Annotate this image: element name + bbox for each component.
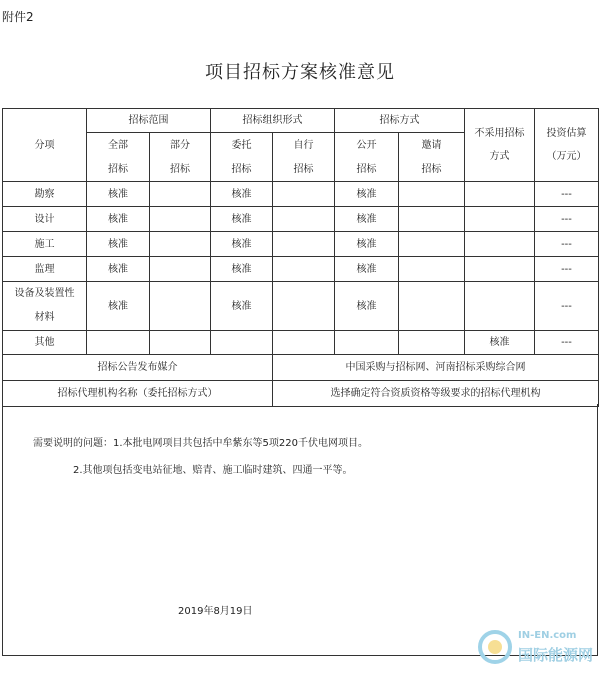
cell-part (150, 282, 211, 331)
cell-all: 核准 (87, 282, 150, 331)
media-row (3, 355, 599, 381)
sun-logo-icon (478, 630, 512, 664)
media-label: 招标公告发布媒介 (3, 355, 273, 381)
header-scope-part-l1: 部分 (170, 139, 190, 151)
cell-nobid: 核准 (465, 331, 535, 355)
page-title: 项目招标方案核准意见 (205, 62, 395, 83)
cell-nobid (465, 182, 535, 207)
header-method-open (335, 133, 399, 182)
row-name: 设计 (3, 207, 87, 232)
cell-open: 核准 (335, 232, 399, 257)
cell-open: 核准 (335, 282, 399, 331)
cell-part (150, 207, 211, 232)
cell-estimate: --- (535, 232, 599, 257)
header-estimate (535, 109, 599, 182)
header-org-self-l2: 招标 (293, 163, 314, 175)
header-no-bid-line1: 不采用招标 (474, 128, 525, 139)
media-value: 中国采购与招标网、河南招标采购综合网 (273, 355, 599, 381)
header-method-open-l1: 公开 (356, 139, 377, 151)
header-method-invite (399, 133, 465, 182)
attachment-label: 附件2 (2, 10, 34, 24)
cell-invite (399, 282, 465, 331)
cell-open (335, 331, 399, 355)
cell-invite (399, 257, 465, 282)
table-row (3, 182, 599, 207)
header-org-entrust (211, 133, 273, 182)
note-line-1: 需要说明的问题：1.本批电网项目共包括中牟紫东等5项220千伏电网项目。 (33, 438, 368, 449)
cell-nobid (465, 282, 535, 331)
cell-nobid (465, 257, 535, 282)
cell-entrust: 核准 (211, 182, 273, 207)
agency-row (3, 381, 599, 407)
cell-self (273, 282, 335, 331)
cell-entrust: 核准 (211, 257, 273, 282)
cell-estimate: --- (535, 331, 599, 355)
header-no-bid-line2: 方式 (489, 151, 510, 162)
row-name: 监理 (3, 257, 87, 282)
cell-estimate: --- (535, 282, 599, 331)
cell-open: 核准 (335, 257, 399, 282)
cell-part (150, 257, 211, 282)
cell-entrust (211, 331, 273, 355)
row-name: 勘察 (3, 182, 87, 207)
cell-invite (399, 232, 465, 257)
header-category: 分项 (3, 109, 87, 182)
cell-all: 核准 (87, 257, 150, 282)
row-name: 施工 (3, 232, 87, 257)
watermark-bottom-text: 国际能源网 (518, 646, 594, 664)
cell-self (273, 207, 335, 232)
table-row (3, 282, 599, 331)
header-scope: 招标范围 (87, 109, 211, 133)
header-row-1 (3, 109, 599, 133)
cell-invite (399, 331, 465, 355)
cell-estimate: --- (535, 207, 599, 232)
header-no-bid (465, 109, 535, 182)
header-estimate-line2: （万元） (546, 151, 587, 162)
cell-open: 核准 (335, 207, 399, 232)
cell-invite (399, 207, 465, 232)
table-row (3, 232, 599, 257)
agency-value: 选择确定符合资质资格等级要求的招标代理机构 (273, 381, 599, 407)
approval-table (2, 108, 599, 407)
cell-all (87, 331, 150, 355)
cell-estimate: --- (535, 257, 599, 282)
cell-nobid (465, 207, 535, 232)
header-method-invite-l1: 邀请 (421, 139, 442, 151)
header-method-invite-l2: 招标 (421, 163, 442, 175)
watermark-logo (474, 624, 594, 670)
cell-estimate: --- (535, 182, 599, 207)
row-name: 其他 (3, 331, 87, 355)
header-org-entrust-l2: 招标 (231, 163, 252, 175)
cell-entrust: 核准 (211, 207, 273, 232)
cell-open: 核准 (335, 182, 399, 207)
header-method-open-l2: 招标 (356, 163, 377, 175)
header-org-self-l1: 自行 (293, 139, 314, 151)
cell-entrust: 核准 (211, 232, 273, 257)
header-scope-part (150, 133, 211, 182)
notes-section (2, 404, 598, 656)
cell-self (273, 331, 335, 355)
row-name-text: 设备及装置性材料 (14, 288, 75, 323)
cell-part (150, 331, 211, 355)
cell-nobid (465, 232, 535, 257)
header-scope-all-l2: 招标 (108, 163, 128, 175)
watermark-top-text: IN-EN.com (518, 630, 577, 641)
cell-all: 核准 (87, 182, 150, 207)
table-row (3, 331, 599, 355)
cell-entrust: 核准 (211, 282, 273, 331)
approval-date: 2019年8月19日 (178, 606, 253, 617)
cell-invite (399, 182, 465, 207)
cell-all: 核准 (87, 207, 150, 232)
note-line-2: 2.其他项包括变电站征地、赔青、施工临时建筑、四通一平等。 (73, 465, 353, 476)
header-org-entrust-l1: 委托 (231, 139, 252, 151)
header-scope-part-l2: 招标 (170, 163, 190, 175)
header-scope-all (87, 133, 150, 182)
header-scope-all-l1: 全部 (108, 139, 128, 151)
header-org-form: 招标组织形式 (211, 109, 335, 133)
header-method: 招标方式 (335, 109, 465, 133)
row-name (3, 282, 87, 331)
cell-self (273, 257, 335, 282)
cell-self (273, 232, 335, 257)
header-estimate-line1: 投资估算 (546, 128, 587, 139)
header-org-self (273, 133, 335, 182)
agency-label: 招标代理机构名称（委托招标方式） (3, 381, 273, 407)
cell-part (150, 182, 211, 207)
cell-all: 核准 (87, 232, 150, 257)
table-row (3, 207, 599, 232)
cell-part (150, 232, 211, 257)
cell-self (273, 182, 335, 207)
table-row (3, 257, 599, 282)
